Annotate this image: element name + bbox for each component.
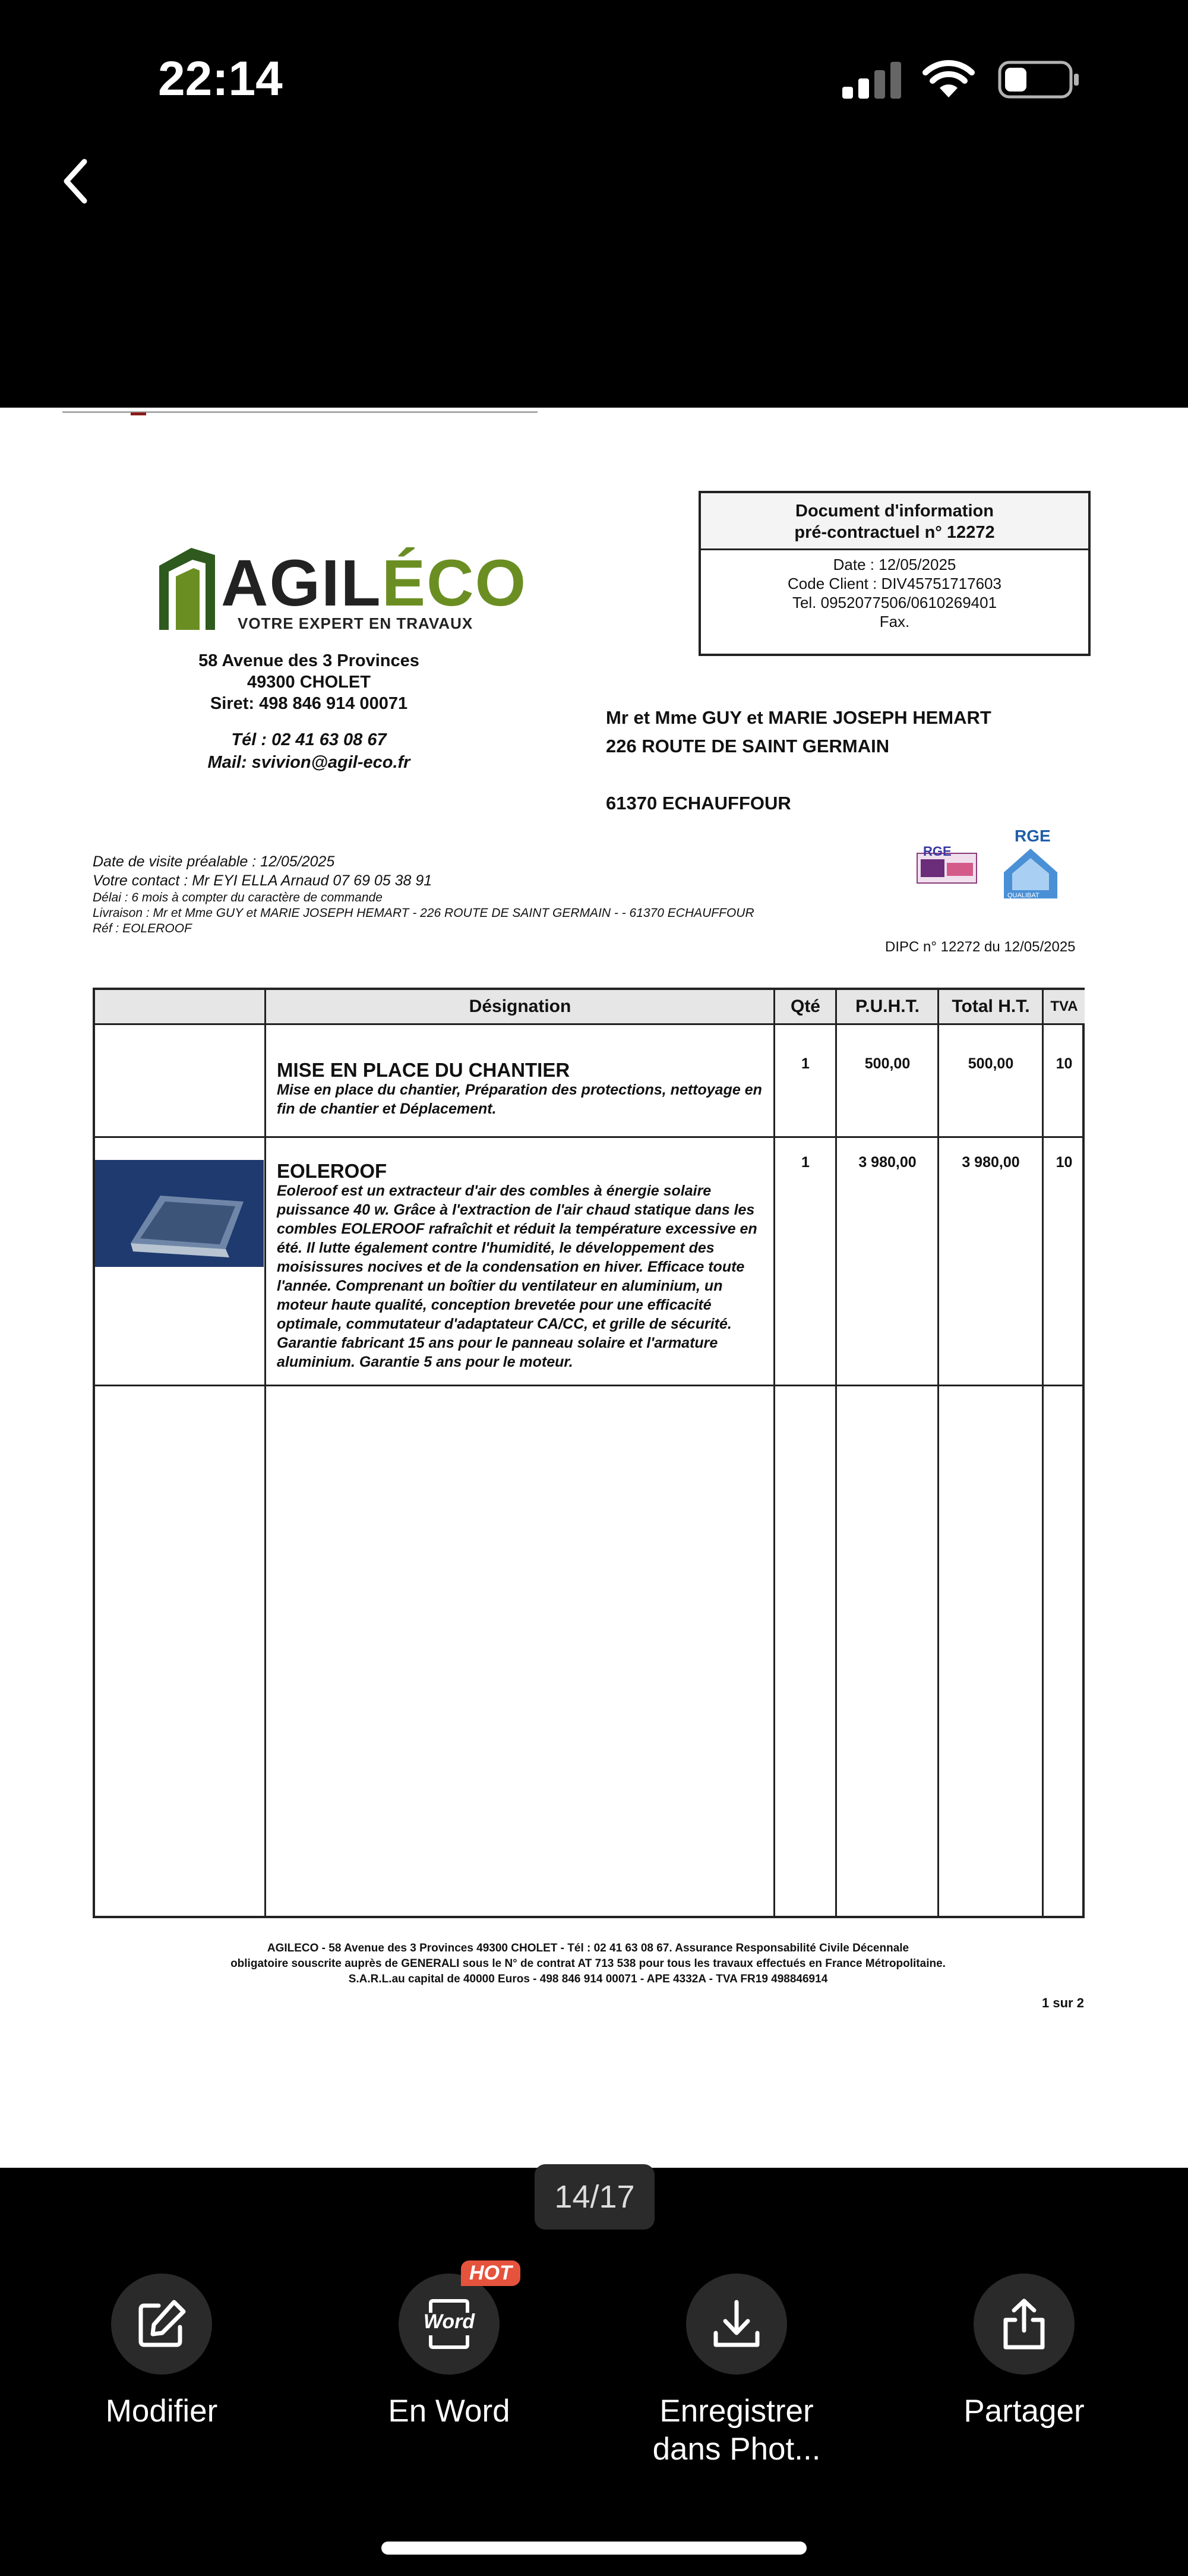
page-number: 1 sur 2 xyxy=(1042,1995,1084,2010)
logo-text-accent: ÉCO xyxy=(381,547,527,620)
svg-text:QUALIBAT: QUALIBAT xyxy=(1007,892,1040,899)
row-divider xyxy=(95,1136,1082,1138)
share-button-circle[interactable] xyxy=(974,2274,1075,2375)
share-label: Partager xyxy=(963,2394,1085,2429)
row2-unit-price: 3 980,00 xyxy=(858,1154,917,1171)
info-date: Date : 12/05/2025 xyxy=(833,556,956,573)
info-client-code: Code Client : DIV45751717603 xyxy=(788,575,1001,592)
document-info-box xyxy=(699,491,1091,656)
row1-unit-price: 500,00 xyxy=(864,1055,911,1072)
header-image-col xyxy=(95,990,266,1023)
footer-line1: AGILECO - 58 Avenue des 3 Provinces 49300 CHOLET - Tél : 02 41 63 08 67. Assurance Responsabilité Civile Décennale xyxy=(267,1942,909,1954)
save-to-photos-button[interactable] xyxy=(647,2274,826,2468)
page-counter: 14/17 xyxy=(535,2164,655,2230)
info-box-title-2: pré-contractuel n° 12272 xyxy=(794,523,995,542)
save-label: Enregistrer dans Phot... xyxy=(652,2394,821,2467)
client-city: 61370 ECHAUFFOUR xyxy=(606,793,791,814)
header-qty: Qté xyxy=(775,990,836,1023)
info-box-title-1: Document d'information xyxy=(795,502,994,521)
svg-text:RGE: RGE xyxy=(923,844,952,859)
row2-qty: 1 xyxy=(801,1154,810,1171)
visit-contact: Votre contact : Mr EYI ELLA Arnaud 07 69 05 38 91 xyxy=(93,872,432,889)
reference: Réf : EOLEROOF xyxy=(93,922,192,935)
scan-edge-mark xyxy=(131,412,146,415)
word-button-circle[interactable] xyxy=(399,2262,512,2375)
footer-line2: obligatoire souscrite auprès de GENERALI sous le N° de contrat AT 713 538 pour tous les travaux effectués en France Métropolitaine. xyxy=(230,1957,946,1970)
info-tel: Tel. 0952077506/0610269401 xyxy=(792,594,997,611)
save-button-circle[interactable] xyxy=(686,2274,787,2375)
company-contact xyxy=(178,729,440,774)
logo-tagline: VOTRE EXPERT EN TRAVAUX xyxy=(238,614,473,632)
delivery-delay: Délai : 6 mois à compter du caractère de commande xyxy=(93,891,383,904)
svg-text:RGE: RGE xyxy=(1015,827,1051,845)
status-bar xyxy=(0,0,1188,137)
row1-total: 500,00 xyxy=(968,1055,1014,1072)
info-box-header xyxy=(701,493,1088,550)
modify-button-circle[interactable] xyxy=(111,2274,212,2375)
logo-wordmark xyxy=(221,546,527,621)
header-designation: Désignation xyxy=(266,990,774,1023)
header-tva: TVA xyxy=(1044,990,1085,1023)
share-button[interactable] xyxy=(935,2274,1113,2430)
qualibat-rge-logo-icon xyxy=(998,825,1063,902)
edit-icon xyxy=(135,2297,188,2351)
row-divider xyxy=(95,1385,1082,1386)
column-divider xyxy=(773,990,775,1916)
wifi-icon xyxy=(922,58,975,100)
client-street: 226 ROUTE DE SAINT GERMAIN xyxy=(606,736,890,756)
company-address-line1: 58 Avenue des 3 Provinces xyxy=(198,651,419,670)
footer-line3: S.A.R.L.au capital de 40000 Euros - 498 846 914 00071 - APE 4332A - TVA FR19 498846914 xyxy=(348,1973,828,1985)
modify-label: Modifier xyxy=(105,2394,218,2429)
client-address xyxy=(606,704,991,818)
visit-meta xyxy=(93,852,924,937)
column-divider xyxy=(1042,990,1044,1916)
line-items-table xyxy=(93,988,1085,1918)
word-label: En Word xyxy=(388,2394,510,2429)
status-time: 22:14 xyxy=(158,52,283,106)
document-page xyxy=(0,408,1188,2168)
column-divider xyxy=(835,990,837,1916)
row1-tva: 10 xyxy=(1056,1055,1073,1072)
hot-badge: HOT xyxy=(461,2260,520,2286)
header-total: Total H.T. xyxy=(939,990,1042,1023)
rge-certification-logo-icon xyxy=(915,841,980,889)
visit-date: Date de visite préalable : 12/05/2025 xyxy=(93,853,335,870)
company-mail: Mail: svivion@agil-eco.fr xyxy=(207,753,410,772)
company-address xyxy=(178,650,440,714)
row1-title: MISE EN PLACE DU CHANTIER xyxy=(277,1059,570,1081)
column-divider xyxy=(264,990,266,1916)
info-fax: Fax. xyxy=(879,613,910,630)
row1-qty: 1 xyxy=(801,1055,810,1072)
company-phone: Tél : 02 41 63 08 67 xyxy=(231,730,387,749)
info-box-body xyxy=(701,550,1088,631)
download-icon xyxy=(710,2297,763,2351)
row2-description: Eoleroof est un extracteur d'air des combles à énergie solaire puissance 40 w. Grâce à l'extraction de l'air chaud statique dans les combles EOLEROOF rafraîchit et réduit la température excessive en été. Il lutte également contre l'humidité, le développement des moisissures nocives et de la condensation en hiver. Efficace toute l'année. Comprenant un boîtier du ventilateur en aluminium, un moteur haute qualité, conception brevetée pour une efficacité optimale, commutateur d'adaptateur CA/CC, et grille de sécurité. Garantie fabricant 15 ans pour le panneau solaire et l'armature aluminium. Garantie 5 ans pour le moteur. xyxy=(277,1183,757,1370)
logo-text-main: AGIL xyxy=(221,547,382,620)
back-chevron-icon[interactable] xyxy=(53,155,101,208)
eoleroof-product-image xyxy=(95,1160,264,1267)
header-unit-price: P.U.H.T. xyxy=(837,990,938,1023)
convert-to-word-button[interactable] xyxy=(360,2262,538,2430)
row-divider xyxy=(95,1023,1082,1025)
dipc-reference: DIPC n° 12272 du 12/05/2025 xyxy=(885,939,1076,955)
cellular-signal-icon xyxy=(842,62,902,99)
share-icon xyxy=(997,2297,1051,2351)
modify-button[interactable] xyxy=(72,2274,251,2430)
company-address-line2: 49300 CHOLET xyxy=(247,673,371,692)
delivery-address: Livraison : Mr et Mme GUY et MARIE JOSEPH HEMART - 226 ROUTE DE SAINT GERMAIN - - 61370 ECHAUFFOUR xyxy=(93,906,754,920)
company-siret: Siret: 498 846 914 00071 xyxy=(210,694,408,713)
client-name: Mr et Mme GUY et MARIE JOSEPH HEMART xyxy=(606,707,991,728)
home-indicator[interactable] xyxy=(381,2542,807,2555)
column-divider xyxy=(937,990,939,1916)
document-footer xyxy=(143,1941,1034,1987)
row2-tva: 10 xyxy=(1056,1154,1073,1171)
row1-description: Mise en place du chantier, Préparation des protections, nettoyage en fin de chantier et Déplacement. xyxy=(277,1082,762,1117)
row2-total: 3 980,00 xyxy=(962,1154,1020,1171)
battery-icon xyxy=(998,61,1081,99)
word-icon-text: Word xyxy=(423,2310,475,2333)
row2-title: EOLEROOF xyxy=(277,1160,387,1182)
